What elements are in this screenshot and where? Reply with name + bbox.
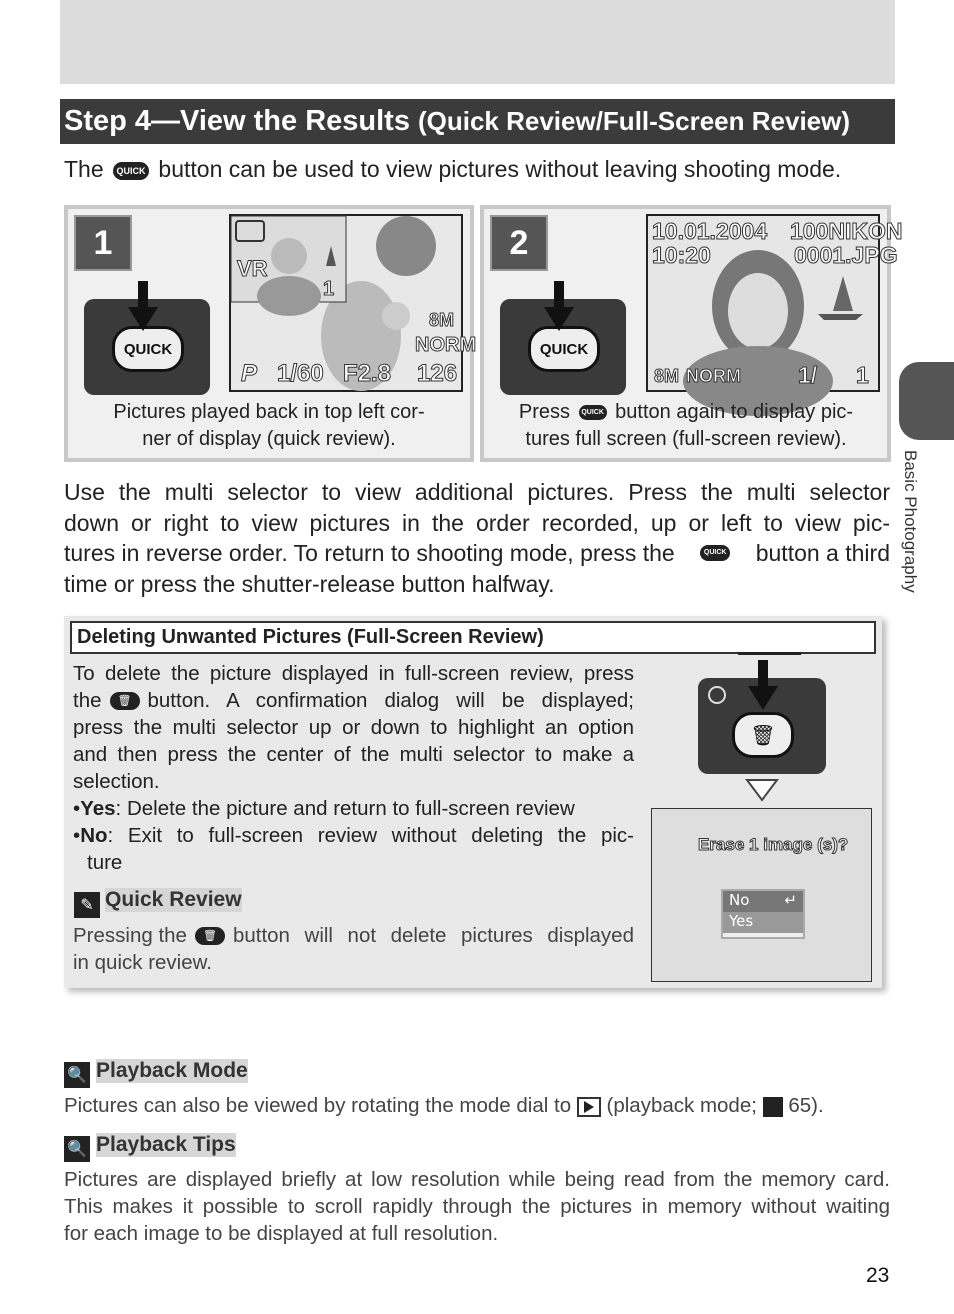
lcd-date: 10.01.2004	[652, 218, 768, 244]
enter-icon: ↵	[784, 891, 797, 909]
deleting-paragraph	[73, 660, 634, 876]
option-no[interactable]	[723, 891, 803, 912]
body-paragraph	[64, 477, 890, 599]
lcd-mode: P	[241, 360, 258, 387]
body-line2: down or right to view pictures in the order recorded, up or left to view pic-	[64, 509, 890, 536]
option-yes[interactable]: Yes	[723, 912, 803, 933]
step-panel-2	[480, 205, 903, 462]
quick-button-icon: QUICK	[113, 162, 149, 180]
quick-review-lcd	[229, 214, 477, 392]
lcd-vr: VR	[237, 256, 268, 281]
note-line1-after: button will not delete pictures displayed	[232, 924, 634, 947]
lcd-aperture: F2.8	[343, 360, 392, 387]
down-arrow-icon	[544, 281, 574, 333]
bullet-yes	[73, 795, 634, 822]
step-number-1: 1	[74, 215, 132, 271]
lcd-time: 10:20	[652, 242, 711, 268]
lcd-quality: NORM	[686, 366, 741, 386]
erase-confirm-lcd	[651, 808, 872, 982]
option-no-label: No	[729, 891, 750, 909]
body-line3-before: tures in reverse order. To return to shooting mode, press the	[64, 540, 675, 566]
del-line5: selection.	[73, 770, 160, 793]
note-line2: in quick review.	[73, 951, 213, 974]
intro-after: button can be used to view pictures without leaving shooting mode.	[158, 156, 842, 182]
trash-button-icon: 🗑	[110, 692, 140, 710]
page-number: 23	[866, 1264, 890, 1287]
self-timer-icon	[708, 686, 726, 704]
playback-mode-before: Pictures can also be viewed by rotating the mode dial to	[64, 1094, 572, 1117]
trash-button-icon: 🗑	[195, 927, 225, 945]
panel2-caption-after: button again to display pic-	[615, 401, 854, 423]
lcd-remaining: 126	[417, 360, 458, 387]
bullet-dot: •	[73, 824, 81, 847]
note-line1-before: Pressing the	[73, 924, 187, 947]
playback-mode-title: Playback Mode	[96, 1059, 248, 1082]
panel2-caption-line1	[488, 399, 884, 426]
bullet-yes-text: : Delete the picture and return to full-screen review	[115, 797, 575, 820]
intro-line	[64, 156, 894, 183]
erase-options	[721, 889, 805, 939]
camera-edge-line	[738, 652, 801, 655]
tips-line3: for each image to be displayed at full resolution.	[64, 1222, 499, 1245]
body-line3	[64, 538, 890, 569]
playback-mode-text	[64, 1092, 824, 1119]
quick-button-icon: QUICK	[700, 545, 730, 561]
header-band	[60, 0, 895, 84]
page-title	[60, 99, 895, 144]
section-tab	[899, 362, 954, 440]
title-sub: (Quick Review/Full-Screen Review)	[417, 106, 851, 136]
trash-button-illustration: 🗑	[732, 712, 794, 758]
bullet-yes-term: Yes	[80, 797, 116, 820]
bullet-no-text-line1: : Exit to full-screen review without deleting the pic-	[107, 824, 634, 847]
bullet-no-term: No	[80, 824, 108, 847]
pencil-note-icon: ✎	[74, 892, 100, 918]
playback-tips-text	[64, 1166, 890, 1247]
triangle-down-icon	[746, 779, 778, 801]
lcd-count: 1	[323, 278, 335, 300]
panel2-caption-before: Press	[518, 401, 571, 423]
section-tab-text: Basic Photography	[901, 450, 920, 593]
step-panel-1	[64, 205, 477, 462]
quick-review-note-text	[73, 922, 634, 976]
body-line3-after: button a third	[755, 540, 890, 566]
body-line1: Use the multi selector to view additional pictures. Press the multi selector	[64, 479, 890, 505]
del-line2-after: button. A confirmation dialog will be displayed;	[147, 689, 634, 712]
quick-button-icon: QUICK	[579, 405, 607, 420]
title-main: Step 4—View the Results	[64, 105, 410, 137]
lcd-total: 1	[856, 362, 869, 388]
tips-line1: Pictures are displayed briefly at low resolution while being read from the memory card.	[64, 1168, 890, 1191]
quick-button-illustration: QUICK	[112, 326, 184, 372]
panel1-caption-line2: ner of display (quick review).	[142, 428, 396, 450]
lcd-shutter: 1/60	[277, 360, 324, 387]
quick-review-note-title: Quick Review	[105, 888, 242, 911]
magnifier-note-icon: 🔍	[64, 1136, 90, 1162]
erase-prompt: Erase 1 image (s)?	[698, 835, 849, 854]
lcd-size: 8M	[654, 366, 680, 386]
bullet-no-line2: ture	[87, 851, 123, 874]
down-arrow-icon	[128, 281, 158, 333]
magnifier-note-icon: 🔍	[64, 1062, 90, 1088]
down-arrow-icon	[748, 660, 778, 712]
play-mode-icon	[577, 1097, 601, 1117]
lcd-folder: 100NIKON	[790, 218, 903, 244]
panel2-caption-line2: tures full screen (full-screen review).	[525, 428, 847, 450]
page-reference-icon	[763, 1097, 783, 1117]
section-tab-label	[880, 450, 940, 650]
del-line2	[73, 687, 634, 714]
del-line3: press the multi selector up or down to highlight an option	[73, 716, 634, 739]
bullet-no	[73, 822, 634, 849]
deleting-heading: Deleting Unwanted Pictures (Full-Screen Review)	[70, 621, 876, 654]
panel1-caption	[72, 399, 466, 453]
body-line4: time or press the shutter-release button halfway.	[64, 570, 555, 597]
quick-button-illustration: QUICK	[528, 326, 600, 372]
panel1-caption-line1: Pictures played back in top left cor-	[113, 401, 425, 423]
tips-line2: This makes it possible to scroll rapidly through the pictures in memory without waiting	[64, 1195, 890, 1218]
lcd-file: 0001.JPG	[794, 242, 898, 268]
del-line2-before: the	[73, 689, 102, 712]
bullet-dot: •	[73, 797, 81, 820]
playback-mode-after: 65).	[788, 1094, 824, 1117]
panel2-caption	[488, 399, 884, 453]
playback-mode-middle: (playback mode;	[606, 1094, 757, 1117]
del-line1: To delete the picture displayed in full-screen review, press	[73, 662, 634, 685]
lcd-quality: NORM	[415, 334, 477, 356]
intro-before: The	[64, 156, 104, 182]
note-line1	[73, 922, 634, 949]
playback-tips-title: Playback Tips	[96, 1133, 236, 1156]
full-screen-lcd	[646, 214, 903, 392]
step-number-2: 2	[490, 215, 548, 271]
lcd-frame: 1/	[798, 362, 818, 388]
camera-icon	[235, 220, 265, 242]
del-line4: and then press the center of the multi selector to make a	[73, 743, 634, 766]
lcd-size: 8M	[429, 310, 455, 330]
